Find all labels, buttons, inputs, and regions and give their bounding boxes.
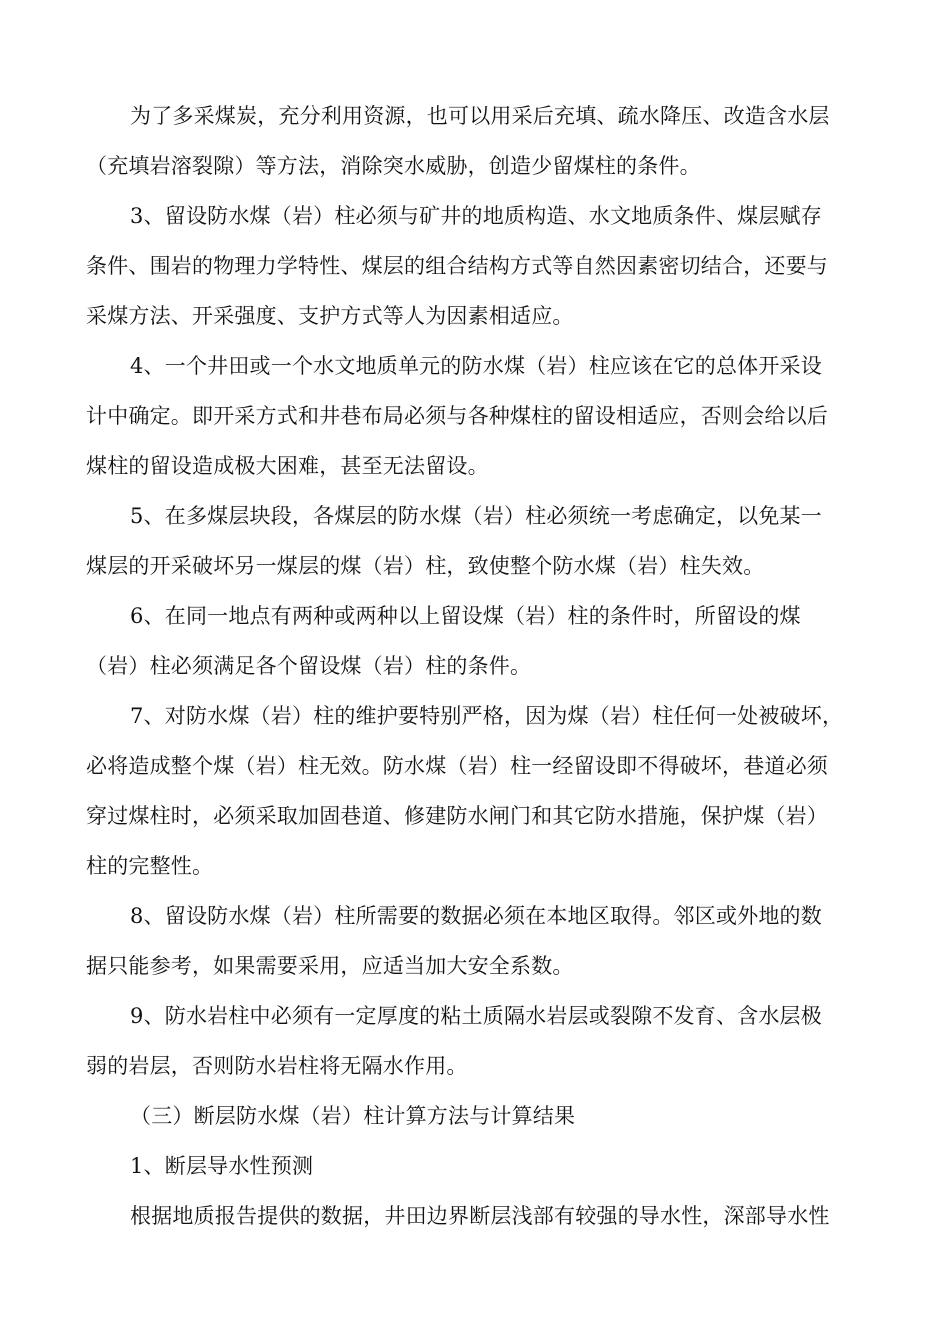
para-5-line-1: 5、在多煤层块段，各煤层的防水煤（岩）柱必须统一考虑确定，以免某一 bbox=[130, 504, 822, 528]
para-7-line-3: 穿过煤柱时，必须采取加固巷道、修建防水闸门和其它防水措施，保护煤（岩） bbox=[86, 804, 828, 828]
para-7-line-2: 必将造成整个煤（岩）柱无效。防水煤（岩）柱一经留设即不得破坏，巷道必须 bbox=[86, 754, 828, 778]
para-6-line-2: （岩）柱必须满足各个留设煤（岩）柱的条件。 bbox=[86, 654, 532, 678]
section-heading: （三）断层防水煤（岩）柱计算方法与计算结果 bbox=[130, 1104, 576, 1128]
para-4-line-3: 煤柱的留设造成极大困难，甚至无法留设。 bbox=[86, 454, 489, 478]
para-9-line-1: 9、防水岩柱中必须有一定厚度的粘土质隔水岩层或裂隙不发育、含水层极 bbox=[130, 1004, 822, 1028]
para-3-line-3: 采煤方法、开采强度、支护方式等人为因素相适应。 bbox=[86, 304, 574, 328]
para-fault-line-1: 根据地质报告提供的数据，井田边界断层浅部有较强的导水性，深部导水性 bbox=[130, 1204, 830, 1228]
para-3-line-1: 3、留设防水煤（岩）柱必须与矿井的地质构造、水文地质条件、煤层赋存 bbox=[130, 204, 822, 228]
para-7-line-4: 柱的完整性。 bbox=[86, 854, 214, 878]
para-4-line-2: 计中确定。即开采方式和井巷布局必须与各种煤柱的留设相适应，否则会给以后 bbox=[86, 404, 828, 428]
para-7-line-1: 7、对防水煤（岩）柱的维护要特别严格，因为煤（岩）柱任何一处被破坏， bbox=[130, 704, 844, 728]
para-1-line-1: 为了多采煤炭，充分利用资源，也可以用采后充填、疏水降压、改造含水层 bbox=[130, 104, 830, 128]
para-4-line-1: 4、一个井田或一个水文地质单元的防水煤（岩）柱应该在它的总体开采设 bbox=[130, 354, 822, 378]
subsection-heading: 1、断层导水性预测 bbox=[130, 1154, 314, 1178]
para-8-line-2: 据只能参考，如果需要采用，应适当加大安全系数。 bbox=[86, 954, 574, 978]
para-3-line-2: 条件、围岩的物理力学特性、煤层的组合结构方式等自然因素密切结合，还要与 bbox=[86, 254, 828, 278]
para-6-line-1: 6、在同一地点有两种或两种以上留设煤（岩）柱的条件时，所留设的煤 bbox=[130, 604, 801, 628]
para-1-line-2: （充填岩溶裂隙）等方法，消除突水威胁，创造少留煤柱的条件。 bbox=[86, 154, 701, 178]
para-8-line-1: 8、留设防水煤（岩）柱所需要的数据必须在本地区取得。邻区或外地的数 bbox=[130, 904, 822, 928]
para-5-line-2: 煤层的开采破坏另一煤层的煤（岩）柱，致使整个防水煤（岩）柱失效。 bbox=[86, 554, 765, 578]
para-9-line-2: 弱的岩层，否则防水岩柱将无隔水作用。 bbox=[86, 1054, 468, 1078]
